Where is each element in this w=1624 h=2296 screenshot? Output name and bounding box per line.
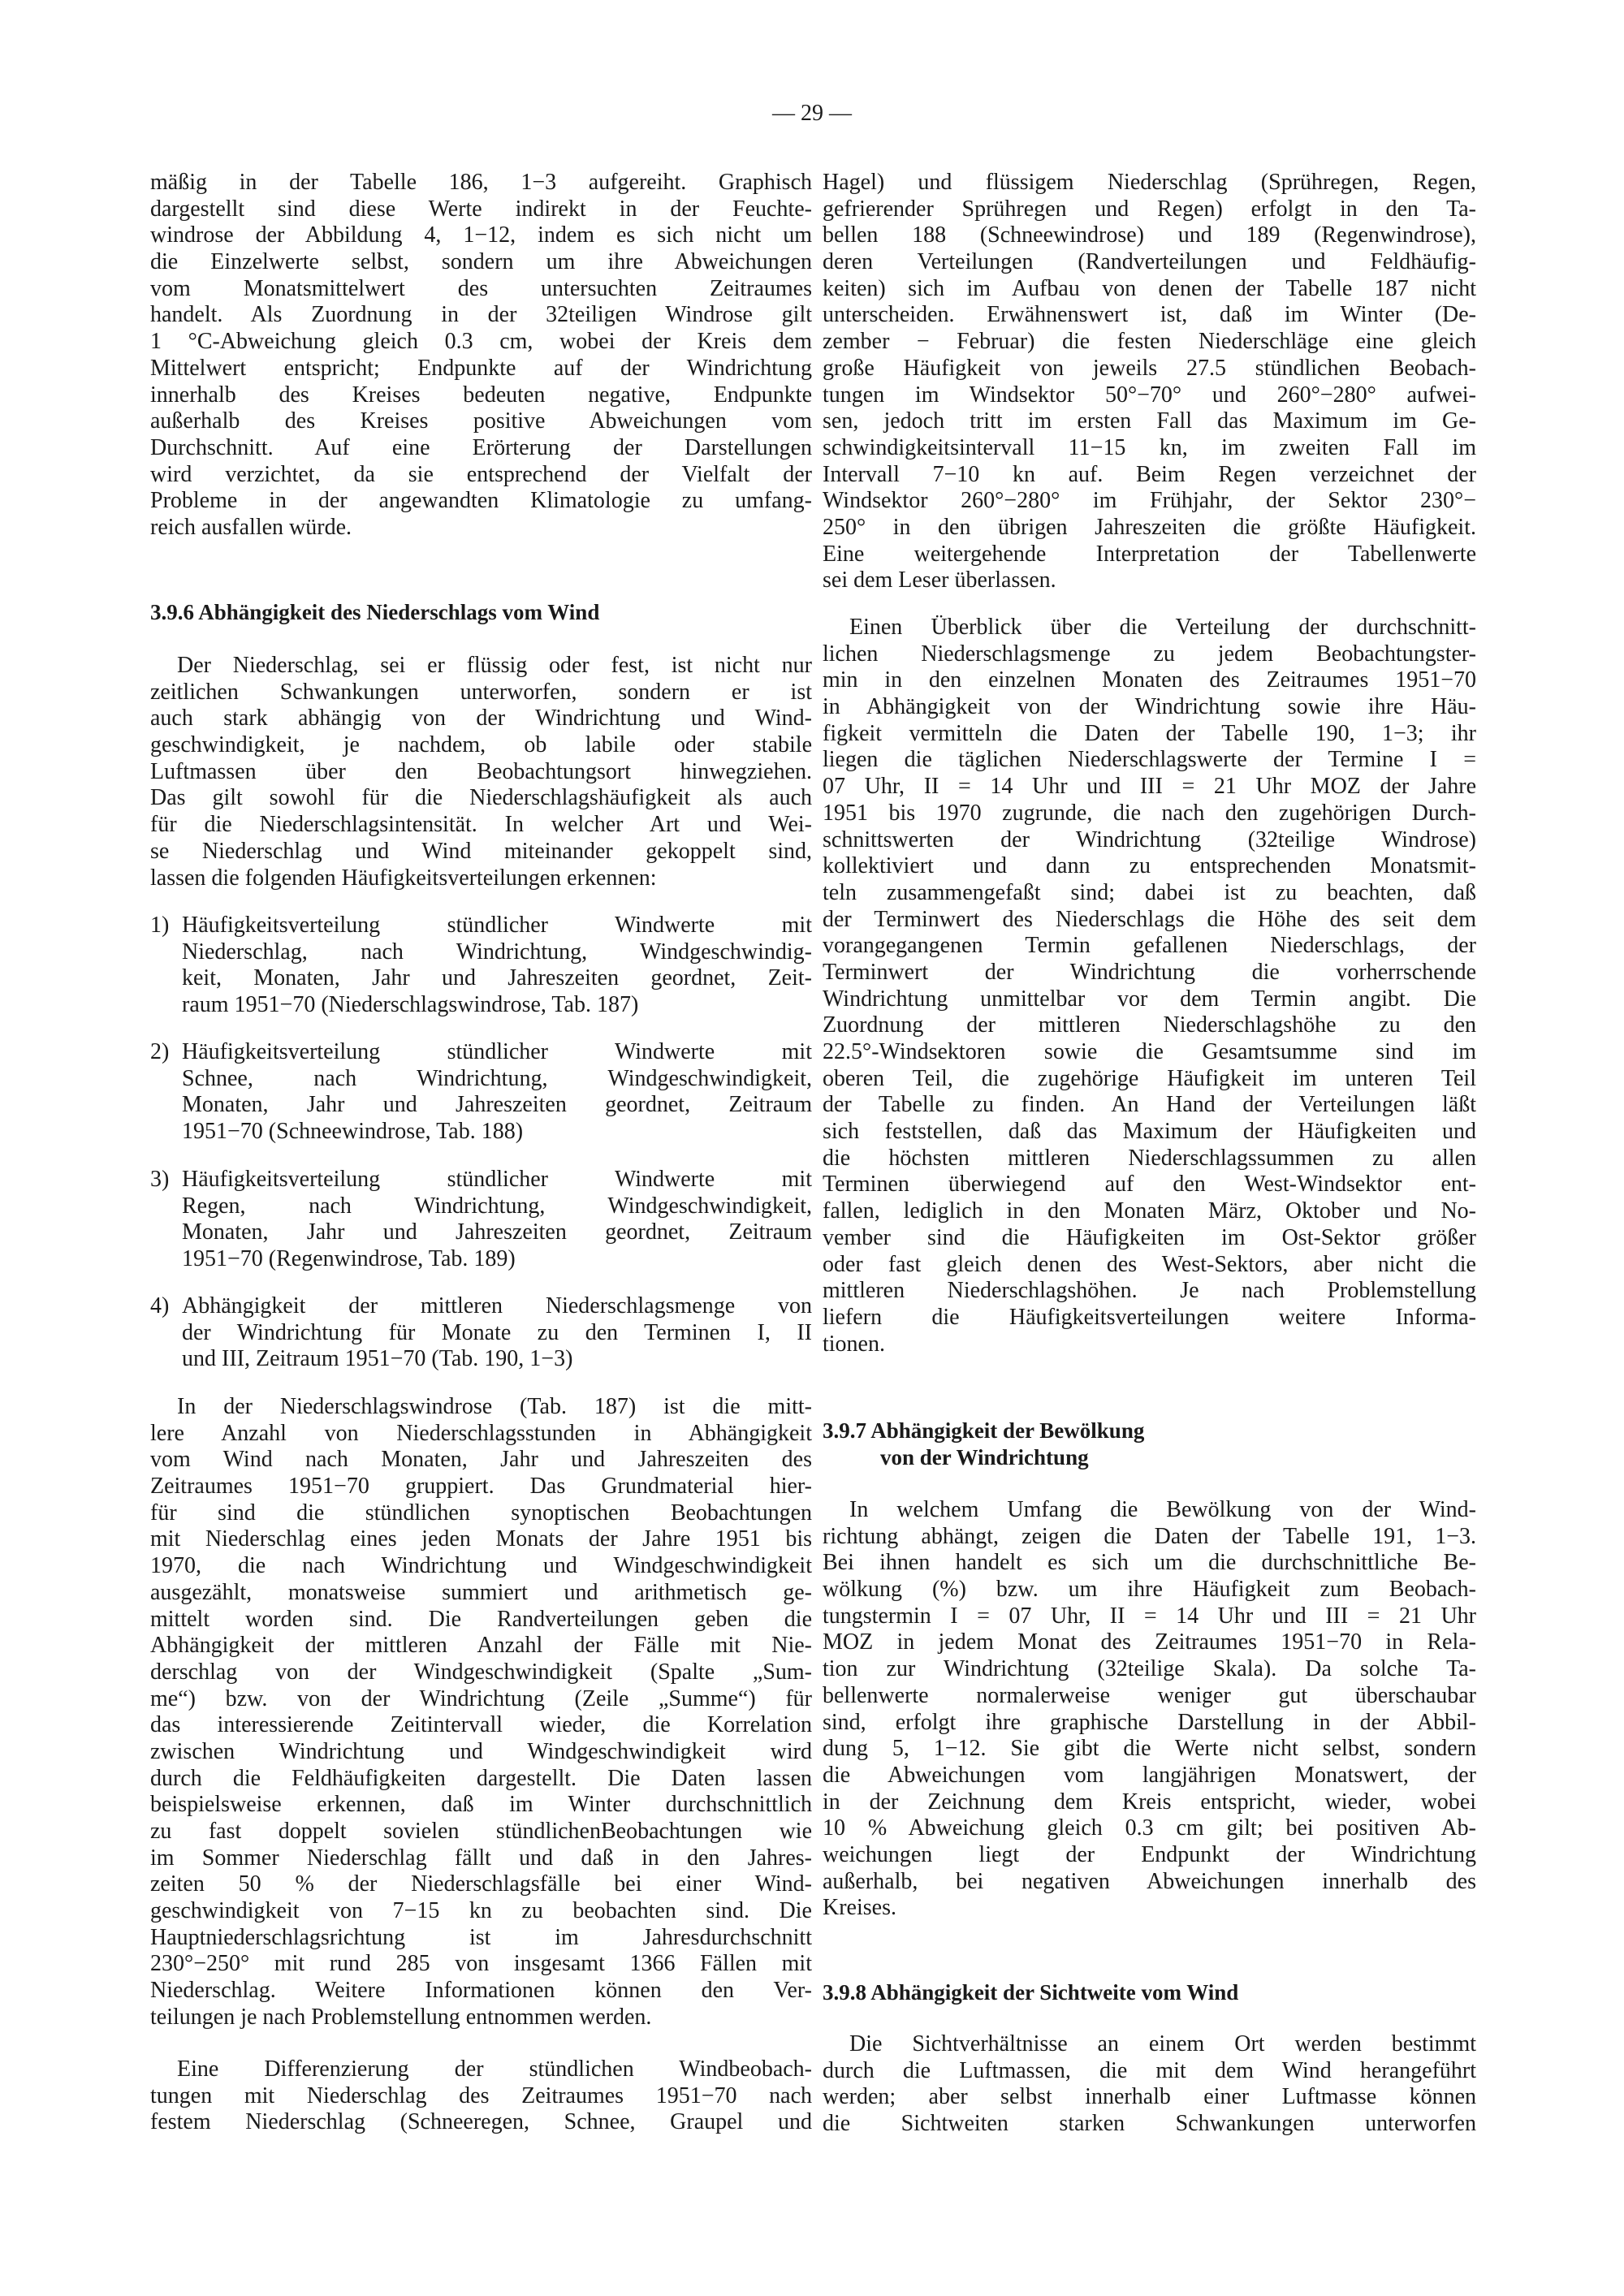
- text-line: mittelt worden sind. Die Randverteilungen geben die: [150, 1606, 812, 1632]
- text-line: lichen Niederschlagsmenge zu jedem Beobachtungster-: [823, 641, 1476, 667]
- text-line: keit, Monaten, Jahr und Jahreszeiten geordnet, Zeit-: [182, 965, 812, 991]
- text-line: wölkung (%) bzw. um ihre Häufigkeit zum Beobach-: [823, 1577, 1476, 1603]
- text-line: schnittswerten der Windrichtung (32teilige Windrose): [823, 826, 1476, 852]
- text-line: sei dem Leser überlassen.: [823, 568, 1056, 593]
- text-line: Durchschnitt. Auf eine Erörterung der Darstellungen: [150, 434, 812, 460]
- text-line: teilungen je nach Problemstellung entnommen werden.: [150, 2004, 652, 2030]
- list-text: [182, 1167, 812, 1273]
- text-line: außerhalb des Kreises positive Abweichungen vom: [150, 408, 812, 434]
- text-line: werden; aber selbst innerhalb einer Luftmasse können: [823, 2084, 1476, 2110]
- text-line: Hagel) und flüssigem Niederschlag (Sprühregen, Regen,: [823, 170, 1476, 195]
- text-line: sen, jedoch tritt im ersten Fall das Maximum im Ge-: [823, 408, 1476, 434]
- text-line: tungstermin I = 07 Uhr, II = 14 Uhr und III = 21 Uhr: [823, 1603, 1476, 1629]
- text-line: lassen die folgenden Häufigkeitsverteilungen erkennen:: [150, 865, 657, 891]
- paragraph: [823, 170, 1476, 594]
- text-line: die Sichtweiten starken Schwankungen unterworfen: [823, 2111, 1476, 2137]
- text-line: sind, erfolgt ihre graphische Darstellung in der Abbil-: [823, 1709, 1476, 1735]
- text-line: MOZ in jedem Monat des Zeitraumes 1951−70 in Rela-: [823, 1629, 1476, 1655]
- heading-text: 3.9.7 Abhängigkeit der Bewölkung: [823, 1418, 1145, 1443]
- text-line: 1951−70 (Regenwindrose, Tab. 189): [182, 1246, 516, 1272]
- text-line: Abhängigkeit der mittleren Anzahl der Fälle mit Nie-: [150, 1633, 812, 1659]
- text-line: wird verzichtet, da sie entsprechend der Vielfalt der: [150, 461, 812, 487]
- list-item: [150, 1039, 812, 1146]
- text-line: unterscheiden. Erwähnenswert ist, daß im Winter (De-: [823, 302, 1476, 328]
- text-line: die Abweichungen vom langjährigen Monatswert, der: [823, 1762, 1476, 1788]
- text-line: für sind die stündlichen synoptischen Beobachtungen: [150, 1500, 812, 1526]
- text-line: 1970, die nach Windrichtung und Windgeschwindigkeit: [150, 1553, 812, 1579]
- text-line: durch die Luftmassen, die mit dem Wind herangeführt: [823, 2057, 1476, 2083]
- text-line: das interessierende Zeitintervall wieder, die Korrelation: [150, 1712, 812, 1738]
- heading-text: von der Windrichtung: [880, 1444, 1089, 1470]
- page-number: — 29 —: [772, 101, 852, 126]
- section-heading-3-9-8: [823, 1979, 1476, 2006]
- text-line: 07 Uhr, II = 14 Uhr und III = 21 Uhr MOZ der Jahre: [823, 774, 1476, 800]
- text-line: oder fast gleich denen des West-Sektors, aber nicht die: [823, 1251, 1476, 1277]
- text-line: Luftmassen über den Beobachtungsort hinwegziehen.: [150, 758, 812, 784]
- text-line: und III, Zeitraum 1951−70 (Tab. 190, 1−3): [182, 1346, 573, 1372]
- text-line: in der Zeichnung dem Kreis entspricht, wieder, wobei: [823, 1789, 1476, 1815]
- text-line: tionen.: [823, 1331, 885, 1357]
- text-line: Monaten, Jahr und Jahreszeiten geordnet, Zeitraum: [182, 1219, 812, 1245]
- text-line: zember − Februar) die festen Niederschläge eine gleich: [823, 329, 1476, 355]
- text-line: fallen, lediglich in den Monaten März, Oktober und No-: [823, 1198, 1476, 1224]
- text-line: außerhalb, bei negativen Abweichungen innerhalb des: [823, 1868, 1476, 1894]
- text-line: reich ausfallen würde.: [150, 514, 352, 540]
- text-line: Regen, nach Windrichtung, Windgeschwindigkeit,: [182, 1193, 812, 1219]
- text-line: 10 % Abweichung gleich 0.3 cm gilt; bei positiven Ab-: [823, 1815, 1476, 1841]
- text-line: die Einzelwerte selbst, sondern um ihre Abweichungen: [150, 249, 812, 275]
- text-line: der Tabelle zu finden. An Hand der Verteilungen läßt: [823, 1092, 1476, 1118]
- heading-text: 3.9.6 Abhängigkeit des Niederschlags vom Wind: [150, 600, 600, 624]
- text-line: Bei ihnen handelt es sich um die durchschnittliche Be-: [823, 1550, 1476, 1576]
- text-line: Schnee, nach Windrichtung, Windgeschwindigkeit,: [182, 1065, 812, 1091]
- text-line: liefern die Häufigkeitsverteilungen weitere Informa-: [823, 1304, 1476, 1330]
- text-line: zeitlichen Schwankungen unterworfen, sondern er ist: [150, 679, 812, 705]
- text-line: in Abhängigkeit von der Windrichtung sowie ihre Häu-: [823, 694, 1476, 720]
- text-line: ausgezählt, monatsweise summiert und arithmetisch ge-: [150, 1579, 812, 1605]
- text-line: geschwindigkeit von 7−15 kn zu beobachten sind. Die: [150, 1898, 812, 1924]
- text-line: 1951 bis 1970 zugrunde, die nach den zugehörigen Durch-: [823, 800, 1476, 826]
- text-line: figkeit vermitteln die Daten der Tabelle 190, 1−3; ihr: [823, 720, 1476, 746]
- text-line: oberen Teil, die zugehörige Häufigkeit im unteren Teil: [823, 1065, 1476, 1091]
- text-line: dung 5, 1−12. Sie gibt die Werte nicht selbst, sondern: [823, 1736, 1476, 1762]
- text-line: 250° in den übrigen Jahreszeiten die größte Häufigkeit.: [823, 514, 1476, 540]
- text-line: Probleme in der angewandten Klimatologie zu umfang-: [150, 488, 812, 514]
- list-number: 4): [150, 1293, 170, 1318]
- text-line: mittleren Niederschlagshöhen. Je nach Problemstellung: [823, 1278, 1476, 1304]
- text-line: innerhalb des Kreises bedeuten negative, Endpunkte: [150, 382, 812, 408]
- paragraph: [150, 1394, 812, 2031]
- text-line: Häufigkeitsverteilung stündlicher Windwerte mit: [182, 1167, 812, 1192]
- text-line: beispielsweise erkennen, daß im Winter durchschnittlich: [150, 1792, 812, 1818]
- text-line: 230°−250° mit rund 285 von insgesamt 1366 Fällen mit: [150, 1951, 812, 1977]
- text-line: lere Anzahl von Niederschlagsstunden in Abhängigkeit: [150, 1420, 812, 1446]
- list-item: [150, 1293, 812, 1373]
- text-line: große Häufigkeit von jeweils 27.5 stündlichen Beobach-: [823, 355, 1476, 381]
- text-line: mit Niederschlag eines jeden Monats der Jahre 1951 bis: [150, 1526, 812, 1552]
- list-item: [150, 1167, 812, 1273]
- text-line: Eine weitergehende Interpretation der Tabellenwerte: [823, 541, 1476, 567]
- text-line: vom Monatsmittelwert des untersuchten Zeitraumes: [150, 275, 812, 301]
- text-line: min in den einzelnen Monaten des Zeitraumes 1951−70: [823, 667, 1476, 693]
- text-line: für die Niederschlagsintensität. In welcher Art und Wei-: [150, 812, 812, 838]
- text-line: Monaten, Jahr und Jahreszeiten geordnet, Zeitraum: [182, 1092, 812, 1118]
- text-line: der Terminwert des Niederschlags die Höhe des seit dem: [823, 906, 1476, 932]
- text-line: gefrierender Sprühregen und Regen) erfolgt in den Ta-: [823, 196, 1476, 222]
- text-line: 22.5°-Windsektoren sowie die Gesamtsumme sind im: [823, 1039, 1476, 1064]
- section-heading-3-9-7: [823, 1418, 1476, 1470]
- text-line: raum 1951−70 (Niederschlagswindrose, Tab. 187): [182, 992, 639, 1018]
- list-number: 1): [150, 913, 170, 938]
- text-line: Häufigkeitsverteilung stündlicher Windwerte mit: [182, 913, 812, 938]
- text-line: zwischen Windrichtung und Windgeschwindigkeit wird: [150, 1738, 812, 1764]
- text-line: geschwindigkeit, je nachdem, ob labile oder stabile: [150, 732, 812, 758]
- paragraph: [823, 615, 1476, 1357]
- text-line: tungen mit Niederschlag des Zeitraumes 1951−70 nach: [150, 2082, 812, 2108]
- text-line: keiten) sich im Aufbau von denen der Tabelle 187 nicht: [823, 275, 1476, 301]
- text-line: mäßig in der Tabelle 186, 1−3 aufgereiht. Graphisch: [150, 170, 812, 195]
- text-line: teln zusammengefaßt sind; dabei ist zu beachten, daß: [823, 879, 1476, 905]
- text-line: vorangegangenen Termin gefallenen Niederschlags, der: [823, 933, 1476, 959]
- list-number: 3): [150, 1167, 170, 1192]
- text-line: handelt. Als Zuordnung in der 32teiligen Windrose gilt: [150, 302, 812, 328]
- list-text: [182, 1039, 812, 1146]
- section-heading-3-9-6: [150, 599, 812, 626]
- text-line: vom Wind nach Monaten, Jahr und Jahreszeiten des: [150, 1447, 812, 1473]
- text-line: Kreises.: [823, 1895, 896, 1921]
- text-line: die höchsten mittleren Niederschlagssummen zu allen: [823, 1145, 1476, 1171]
- text-line: Intervall 7−10 kn auf. Beim Regen verzeichnet der: [823, 461, 1476, 487]
- text-line: tion zur Windrichtung (32teilige Skala). Da solche Ta-: [823, 1656, 1476, 1682]
- paragraph: [150, 170, 812, 542]
- text-line: weichungen liegt der Endpunkt der Windrichtung: [823, 1841, 1476, 1867]
- text-line: Abhängigkeit der mittleren Niederschlagsmenge von: [182, 1293, 812, 1318]
- text-line: Zeitraumes 1951−70 gruppiert. Das Grundmaterial hier-: [150, 1474, 812, 1500]
- text-line: richtung abhängt, zeigen die Daten der Tabelle 191, 1−3.: [823, 1523, 1476, 1549]
- text-line: se Niederschlag und Wind miteinander gekoppelt sind,: [150, 838, 812, 864]
- text-line: In welchem Umfang die Bewölkung von der Wind-: [849, 1497, 1476, 1522]
- text-line: Terminwert der Windrichtung die vorherrschende: [823, 959, 1476, 985]
- text-line: tungen im Windsektor 50°−70° und 260°−280° aufwei-: [823, 382, 1476, 408]
- text-line: Einen Überblick über die Verteilung der durchschnitt-: [849, 615, 1476, 640]
- list-number: 2): [150, 1039, 170, 1064]
- text-line: auch stark abhängig von der Windrichtung und Wind-: [150, 706, 812, 732]
- text-line: Niederschlag, nach Windrichtung, Windgeschwindig-: [182, 939, 812, 965]
- text-line: 1951−70 (Schneewindrose, Tab. 188): [182, 1119, 524, 1145]
- text-line: kollektiviert und dann zu entsprechenden Monatsmit-: [823, 853, 1476, 879]
- list-text: [182, 1293, 812, 1373]
- text-line: sich feststellen, daß das Maximum der Häufigkeiten und: [823, 1119, 1476, 1145]
- text-line: deren Verteilungen (Randverteilungen und Feldhäufig-: [823, 249, 1476, 275]
- text-line: me“) bzw. von der Windrichtung (Zeile „Summe“) für: [150, 1685, 812, 1711]
- text-line: Windrichtung unmittelbar vor dem Termin angibt. Die: [823, 986, 1476, 1012]
- list-item: [150, 913, 812, 1019]
- paragraph: [823, 1497, 1476, 1922]
- text-line: Windsektor 260°−280° im Frühjahr, der Sektor 230°−: [823, 488, 1476, 514]
- text-line: Mittelwert entspricht; Endpunkte auf der Windrichtung: [150, 355, 812, 381]
- text-line: Zuordnung der mittleren Niederschlagshöhe zu den: [823, 1012, 1476, 1038]
- paragraph: [823, 2031, 1476, 2138]
- text-line: der Windrichtung für Monate zu den Terminen I, II: [182, 1319, 812, 1345]
- text-line: Hauptniederschlagsrichtung ist im Jahresdurchschnitt: [150, 1924, 812, 1950]
- text-line: 1 °C-Abweichung gleich 0.3 cm, wobei der Kreis dem: [150, 329, 812, 355]
- text-line: dargestellt sind diese Werte indirekt in der Feuchte-: [150, 196, 812, 222]
- text-line: bellen 188 (Schneewindrose) und 189 (Regenwindrose),: [823, 222, 1476, 248]
- text-line: liegen die täglichen Niederschlagswerte der Termine I =: [823, 747, 1476, 773]
- text-line: Terminen überwiegend auf den West-Windsektor ent-: [823, 1172, 1476, 1198]
- text-line: im Sommer Niederschlag fällt und daß in den Jahres-: [150, 1845, 812, 1871]
- text-line: Die Sichtverhältnisse an einem Ort werden bestimmt: [849, 2031, 1476, 2056]
- text-line: vember sind die Häufigkeiten im Ost-Sektor größer: [823, 1224, 1476, 1250]
- text-line: In der Niederschlagswindrose (Tab. 187) ist die mitt-: [177, 1394, 812, 1419]
- text-line: festem Niederschlag (Schneeregen, Schnee, Graupel und: [150, 2109, 812, 2135]
- text-line: windrose der Abbildung 4, 1−12, indem es sich nicht um: [150, 222, 812, 248]
- heading-text: 3.9.8 Abhängigkeit der Sichtweite vom Wind: [823, 1980, 1239, 2005]
- text-line: schwindigkeitsintervall 11−15 kn, im zweiten Fall im: [823, 434, 1476, 460]
- paragraph: [150, 2056, 812, 2136]
- text-line: Häufigkeitsverteilung stündlicher Windwerte mit: [182, 1039, 812, 1064]
- text-line: zeiten 50 % der Niederschlagsfälle bei einer Wind-: [150, 1871, 812, 1897]
- text-line: Der Niederschlag, sei er flüssig oder fest, ist nicht nur: [177, 653, 812, 678]
- text-line: zu fast doppelt sovielen stündlichenBeobachtungen wie: [150, 1819, 812, 1844]
- text-line: Das gilt sowohl für die Niederschlagshäufigkeit als auch: [150, 785, 812, 811]
- paragraph: [150, 653, 812, 891]
- text-line: Eine Differenzierung der stündlichen Windbeobach-: [177, 2056, 812, 2082]
- list-text: [182, 913, 812, 1019]
- text-line: bellenwerte normalerweise weniger gut überschaubar: [823, 1682, 1476, 1708]
- text-line: derschlag von der Windgeschwindigkeit (Spalte „Sum-: [150, 1659, 812, 1685]
- text-line: Niederschlag. Weitere Informationen können den Ver-: [150, 1978, 812, 2004]
- text-line: durch die Feldhäufigkeiten dargestellt. Die Daten lassen: [150, 1765, 812, 1791]
